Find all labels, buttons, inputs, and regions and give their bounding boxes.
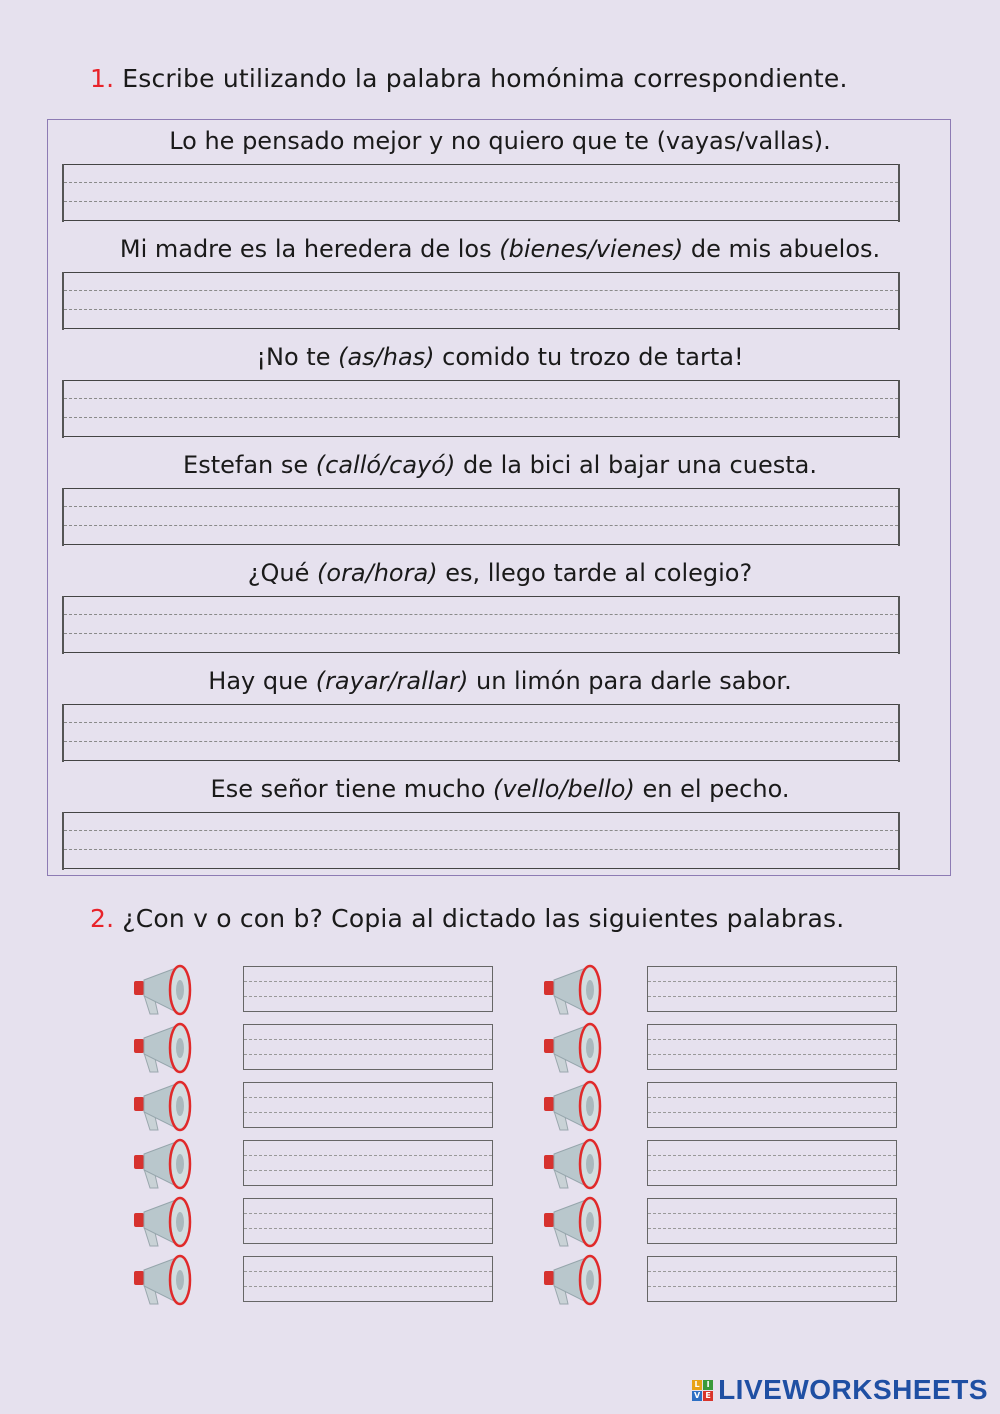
sentence-text: ¿Qué	[247, 559, 318, 587]
megaphone-icon[interactable]	[540, 962, 604, 1018]
megaphone-icon[interactable]	[130, 1194, 194, 1250]
sentence-5	[48, 559, 952, 587]
answer-lines-4[interactable]	[62, 488, 900, 546]
sentence-options: (calló/cayó)	[315, 451, 456, 479]
sentence-options: (vello/bello)	[493, 775, 635, 803]
sentence-2	[48, 235, 952, 263]
megaphone-icon[interactable]	[540, 1136, 604, 1192]
megaphone-icon[interactable]	[540, 1252, 604, 1308]
answer-lines-7[interactable]	[62, 812, 900, 870]
sentence-options: (bienes/vienes)	[499, 235, 684, 263]
sentence-options: (ora/hora)	[317, 559, 438, 587]
dictation-answer-lines[interactable]	[243, 1024, 493, 1070]
sentence-text: en el pecho.	[634, 775, 790, 803]
answer-lines-5[interactable]	[62, 596, 900, 654]
liveworksheets-logo	[692, 1372, 988, 1408]
section-2-instruction: ¿Con v o con b? Copia al dictado las siguientes palabras.	[122, 904, 845, 933]
exercise-1-box	[47, 119, 951, 876]
section-1-heading	[90, 64, 848, 93]
sentence-text: comido tu trozo de tarta!	[434, 343, 744, 371]
section-1-number: 1.	[90, 64, 115, 93]
sentence-text: ¡No te	[256, 343, 339, 371]
dictation-answer-lines[interactable]	[647, 1198, 897, 1244]
logo-text: LIVEWORKSHEETS	[718, 1374, 988, 1405]
section-1-instruction: Escribe utilizando la palabra homónima correspondiente.	[122, 64, 848, 93]
sentence-text: .	[823, 127, 831, 155]
answer-lines-3[interactable]	[62, 380, 900, 438]
sentence-3	[48, 343, 952, 371]
dictation-answer-lines[interactable]	[647, 1024, 897, 1070]
dictation-answer-lines[interactable]	[647, 1140, 897, 1186]
sentence-options: (rayar/rallar)	[315, 667, 469, 695]
sentence-text: Mi madre es la heredera de los	[119, 235, 500, 263]
sentence-4	[48, 451, 952, 479]
dictation-answer-lines[interactable]	[243, 966, 493, 1012]
sentence-text: Lo he pensado mejor y no quiero que te	[169, 127, 657, 155]
megaphone-icon[interactable]	[540, 1020, 604, 1076]
sentence-options: (as/has)	[338, 343, 435, 371]
megaphone-icon[interactable]	[540, 1078, 604, 1134]
sentence-text: Hay que	[208, 667, 316, 695]
megaphone-icon[interactable]	[130, 1136, 194, 1192]
sentence-options: (vayas/vallas)	[656, 127, 824, 155]
megaphone-icon[interactable]	[130, 962, 194, 1018]
sentence-text: un limón para darle sabor.	[468, 667, 792, 695]
sentence-6	[48, 667, 952, 695]
answer-lines-2[interactable]	[62, 272, 900, 330]
dictation-answer-lines[interactable]	[243, 1256, 493, 1302]
sentence-1	[48, 127, 952, 155]
megaphone-icon[interactable]	[130, 1020, 194, 1076]
sentence-text: de mis abuelos.	[683, 235, 881, 263]
answer-lines-1[interactable]	[62, 164, 900, 222]
megaphone-icon[interactable]	[540, 1194, 604, 1250]
dictation-answer-lines[interactable]	[243, 1140, 493, 1186]
section-2-number: 2.	[90, 904, 115, 933]
dictation-answer-lines[interactable]	[647, 1082, 897, 1128]
logo-icon: L I V E	[692, 1380, 713, 1401]
megaphone-icon[interactable]	[130, 1078, 194, 1134]
dictation-answer-lines[interactable]	[243, 1082, 493, 1128]
dictation-answer-lines[interactable]	[647, 1256, 897, 1302]
dictation-answer-lines[interactable]	[647, 966, 897, 1012]
megaphone-icon[interactable]	[130, 1252, 194, 1308]
dictation-answer-lines[interactable]	[243, 1198, 493, 1244]
answer-lines-6[interactable]	[62, 704, 900, 762]
sentence-7	[48, 775, 952, 803]
sentence-text: es, llego tarde al colegio?	[437, 559, 753, 587]
section-2-heading	[90, 904, 844, 933]
sentence-text: Ese señor tiene mucho	[210, 775, 494, 803]
sentence-text: Estefan se	[183, 451, 316, 479]
sentence-text: de la bici al bajar una cuesta.	[455, 451, 817, 479]
